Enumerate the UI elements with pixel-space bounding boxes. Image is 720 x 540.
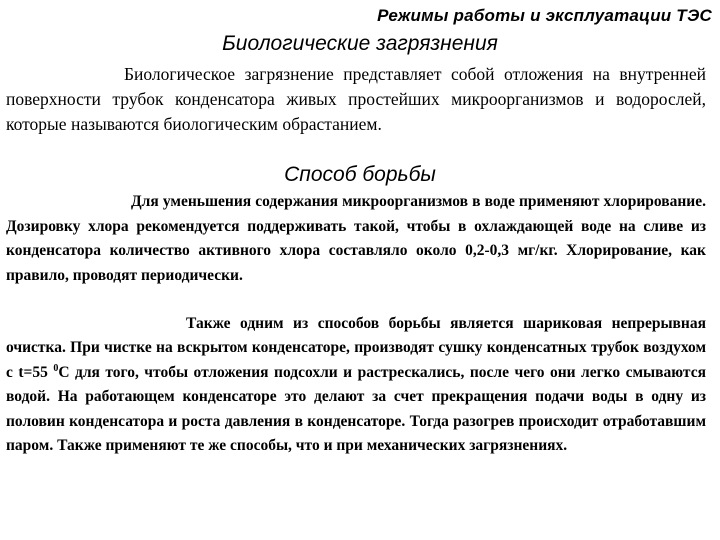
intro-paragraph: Биологическое загрязнение представляет собой отложения на внутренней поверхности трубок конденсатора живых простейших микроорганизмов и водорослей, которые называются биологическим обрастанием. — [6, 64, 706, 134]
subsection-title: Способ борьбы — [284, 163, 436, 186]
section-title: Биологические загрязнения — [222, 32, 498, 55]
document-header: Режимы работы и эксплуатации ТЭС — [377, 6, 712, 25]
degree-superscript: 0 — [53, 362, 59, 374]
chlorination-paragraph: Для уменьшения содержания микроорганизмов в воде применяют хлорирование. Дозировку хлора рекомендуется поддерживать такой, чтобы в охлаждающей воде на сливе из конденсатора количество активного хлора составляло около 0,2-0,3 мг/кг. Хлорирование, как правило, проводят периодически. — [6, 193, 706, 284]
ball-cleaning-text-end: С для того, чтобы отложения подсохли и растрескались, после чего они легко смываются водой. На работающем конденсаторе это делают за счет прекращения подачи воды в одну из половин конденсатора и роста давления в конденсаторе. Тогда разогрев происходит отработавшим паром. Также применяют те же способы, что и при механических загрязнениях. — [6, 363, 706, 455]
ball-cleaning-paragraph — [6, 312, 706, 458]
ball-cleaning-text-start: Также одним из способов борьбы является шариковая непрерывная очистка. При чистке на вскрытом конденсаторе, производят сушку конденсатных трубок воздухом с t=55 — [6, 315, 706, 381]
